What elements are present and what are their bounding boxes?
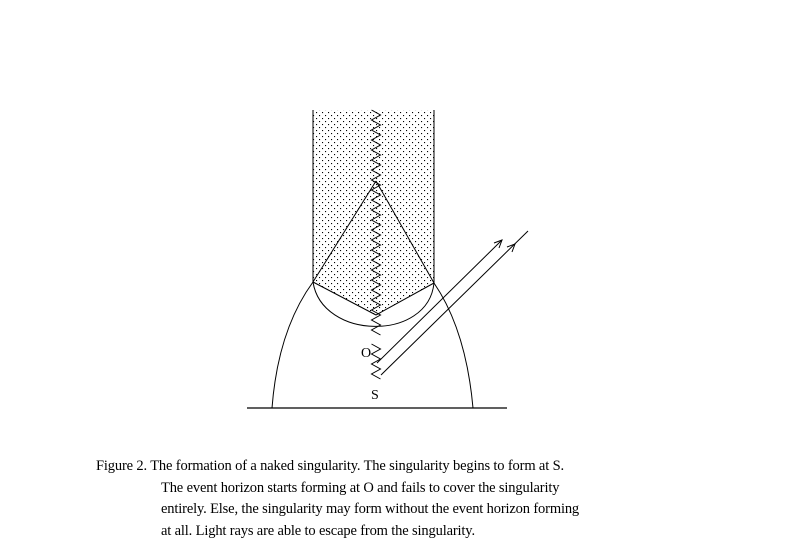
caption-first-line: Figure 2. The formation of a naked singularity. The singularity begins to form at S. <box>96 458 564 474</box>
label-o: O <box>361 346 372 361</box>
caption-continuation: The event horizon starts forming at O and fails to cover the singularity entirely. Else, the singularity may form without the event horizon forming at all. Light rays are able to escape from the singularity. <box>161 479 580 539</box>
figure-caption <box>96 456 676 542</box>
outer-dome-left-curve <box>272 282 313 408</box>
label-s: S <box>371 388 379 403</box>
